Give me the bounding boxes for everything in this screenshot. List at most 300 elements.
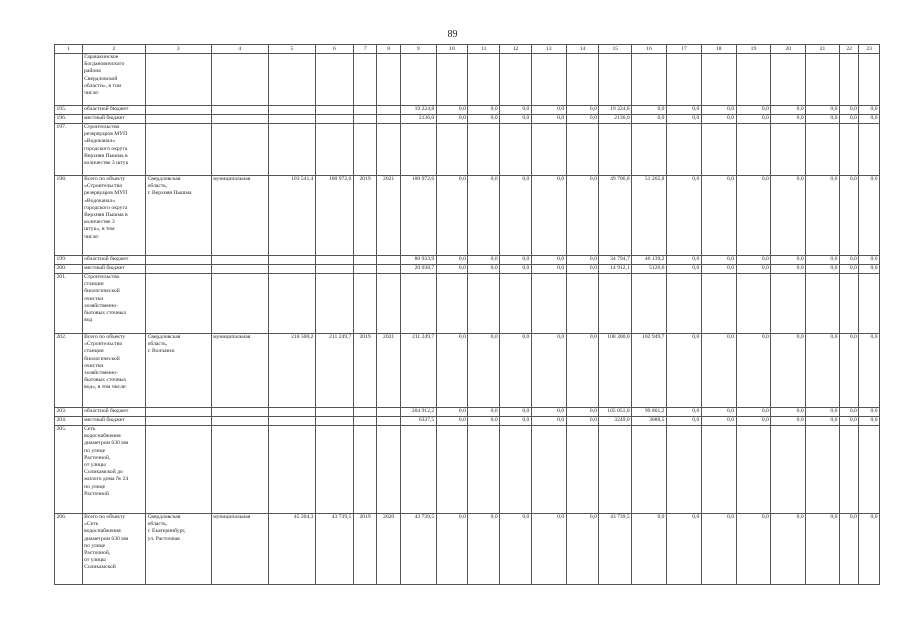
value-cell: 108 300,0 [599, 334, 632, 408]
value-cell [632, 54, 667, 106]
value-cell: 0,0 [468, 417, 500, 426]
table-row [55, 176, 880, 256]
row-number-cell: 205. [55, 426, 83, 514]
column-number: 5 [268, 45, 315, 54]
text-cell: Свердловская область, г. Верхняя Пышма [146, 176, 212, 256]
row-number-cell: 206. [55, 514, 83, 585]
value-cell: 0,0 [566, 334, 599, 408]
value-cell [566, 426, 599, 514]
value-cell: 0,0 [839, 408, 858, 417]
value-cell: 0,0 [859, 265, 880, 274]
value-cell [531, 54, 566, 106]
value-cell: 0,0 [806, 265, 840, 274]
value-cell: 0,0 [468, 334, 500, 408]
value-cell: 0,0 [666, 106, 701, 115]
value-cell: 0,0 [500, 106, 532, 115]
value-cell: 0,0 [468, 256, 500, 265]
value-cell [839, 124, 858, 176]
text-cell: муниципальная [211, 176, 268, 256]
value-cell [400, 124, 436, 176]
value-cell: 0,0 [566, 256, 599, 265]
value-cell [599, 274, 632, 334]
value-cell: 0,0 [436, 115, 468, 124]
value-cell: 0,0 [531, 106, 566, 115]
text-cell [211, 265, 268, 274]
value-cell: 45 204,3 [268, 514, 315, 585]
value-cell [268, 256, 315, 265]
text-cell [146, 417, 212, 426]
value-cell [468, 274, 500, 334]
value-cell [353, 256, 377, 265]
value-cell [353, 417, 377, 426]
value-cell [771, 274, 806, 334]
value-cell: 0,0 [531, 115, 566, 124]
value-cell: 0,0 [771, 408, 806, 417]
text-cell: Всего по объекту «Строительство резервуаров МУП «Водоканал» городского округа Верхняя Пышма в количестве 3 штук», в том числе: [82, 176, 145, 256]
value-cell: 0,0 [701, 334, 736, 408]
value-cell: 2019 [353, 514, 377, 585]
row-number-cell: 203. [55, 408, 83, 417]
value-cell [353, 115, 377, 124]
value-cell: 0,0 [500, 514, 532, 585]
value-cell: 0,0 [531, 514, 566, 585]
value-cell [377, 417, 401, 426]
value-cell: 99 861,2 [632, 408, 667, 417]
text-cell [146, 408, 212, 417]
value-cell: 0,0 [566, 176, 599, 256]
value-cell: 20 038,7 [400, 265, 436, 274]
value-cell [268, 417, 315, 426]
value-cell [666, 426, 701, 514]
value-cell: 0,0 [500, 334, 532, 408]
value-cell [736, 124, 771, 176]
value-cell [400, 54, 436, 106]
value-cell: 43 739,5 [599, 514, 632, 585]
value-cell: 5126,6 [632, 265, 667, 274]
text-cell [146, 256, 212, 265]
value-cell: 49 706,8 [599, 176, 632, 256]
value-cell [531, 124, 566, 176]
row-number-cell: 202. [55, 334, 83, 408]
column-number-row [55, 45, 880, 54]
value-cell: 0,0 [666, 334, 701, 408]
value-cell: 0,0 [736, 514, 771, 585]
text-cell [211, 256, 268, 265]
value-cell: 0,0 [468, 106, 500, 115]
value-cell [268, 426, 315, 514]
value-cell: 0,0 [436, 256, 468, 265]
value-cell [377, 115, 401, 124]
value-cell [500, 124, 532, 176]
value-cell [268, 115, 315, 124]
row-number-cell: 195. [55, 106, 83, 115]
text-cell [211, 115, 268, 124]
column-number: 8 [377, 45, 401, 54]
value-cell [268, 54, 315, 106]
value-cell [315, 106, 353, 115]
value-cell [632, 426, 667, 514]
row-number-cell: 204. [55, 417, 83, 426]
value-cell: 43 739,5 [400, 514, 436, 585]
value-cell: 0,0 [839, 417, 858, 426]
budget-table [54, 44, 880, 585]
table-row [55, 274, 880, 334]
value-cell: 100 972,6 [400, 176, 436, 256]
text-cell [146, 274, 212, 334]
value-cell: 0,0 [859, 514, 880, 585]
text-cell: Гарашкинское Богдановичского района Свердловской области», в том числе: [82, 54, 145, 106]
value-cell: 0,0 [632, 514, 667, 585]
value-cell [839, 426, 858, 514]
text-cell [211, 274, 268, 334]
text-cell [211, 124, 268, 176]
value-cell: 0,0 [500, 417, 532, 426]
value-cell: 0,0 [736, 334, 771, 408]
value-cell [377, 54, 401, 106]
column-number: 19 [736, 45, 771, 54]
value-cell: 0,0 [436, 417, 468, 426]
value-cell: 0,0 [531, 256, 566, 265]
value-cell: 0,0 [806, 417, 840, 426]
value-cell [566, 54, 599, 106]
text-cell [211, 426, 268, 514]
value-cell: 100 972,6 [315, 176, 353, 256]
column-number: 23 [859, 45, 880, 54]
value-cell: 0,0 [806, 256, 840, 265]
table-row [55, 417, 880, 426]
text-cell: областной бюджет [82, 256, 145, 265]
column-number: 12 [500, 45, 532, 54]
text-cell: местный бюджет [82, 265, 145, 274]
table-row [55, 514, 880, 585]
value-cell: 0,0 [771, 106, 806, 115]
page-number: 89 [447, 29, 458, 40]
text-cell [211, 417, 268, 426]
value-cell [315, 408, 353, 417]
value-cell: 0,0 [531, 265, 566, 274]
value-cell [666, 54, 701, 106]
value-cell: 2021 [377, 176, 401, 256]
value-cell: 0,0 [436, 408, 468, 417]
value-cell: 0,0 [468, 115, 500, 124]
text-cell: Сеть водоснабжения диаметром 630 мм по улице Расточной, от улицы Соликамской до жилого дома № 24 по улице Расточной [82, 426, 145, 514]
value-cell: 0,0 [500, 256, 532, 265]
value-cell: 2019 [353, 334, 377, 408]
value-cell: 2021 [377, 334, 401, 408]
value-cell [436, 124, 468, 176]
text-cell [146, 106, 212, 115]
value-cell: 0,0 [531, 408, 566, 417]
text-cell: Всего по объекту «Сеть водоснабжения диаметром 630 мм по улице Расточной, от улицы Соликамской [82, 514, 145, 585]
value-cell: 0,0 [666, 115, 701, 124]
column-number: 1 [55, 45, 83, 54]
value-cell [400, 274, 436, 334]
value-cell [268, 106, 315, 115]
value-cell: 0,0 [771, 256, 806, 265]
value-cell [531, 274, 566, 334]
value-cell [666, 124, 701, 176]
value-cell: 0,0 [701, 265, 736, 274]
value-cell: 0,0 [839, 265, 858, 274]
value-cell [771, 426, 806, 514]
text-cell [146, 426, 212, 514]
row-number-cell [55, 54, 83, 106]
value-cell [353, 124, 377, 176]
text-cell: муниципальная [211, 334, 268, 408]
value-cell: 0,0 [436, 106, 468, 115]
value-cell [468, 54, 500, 106]
value-cell [315, 426, 353, 514]
value-cell: 0,0 [771, 115, 806, 124]
value-cell: 0,0 [701, 256, 736, 265]
row-number-cell: 201. [55, 274, 83, 334]
row-number-cell: 197. [55, 124, 83, 176]
value-cell: 0,0 [771, 176, 806, 256]
table-row [55, 426, 880, 514]
value-cell: 0,0 [531, 417, 566, 426]
value-cell [566, 274, 599, 334]
value-cell: 0,0 [436, 265, 468, 274]
value-cell [806, 274, 840, 334]
column-number: 7 [353, 45, 377, 54]
value-cell: 0,0 [666, 408, 701, 417]
value-cell [315, 256, 353, 265]
value-cell: 0,0 [736, 408, 771, 417]
text-cell [211, 106, 268, 115]
value-cell: 0,0 [839, 256, 858, 265]
value-cell: 0,0 [859, 417, 880, 426]
value-cell [531, 426, 566, 514]
value-cell: 3249,0 [599, 417, 632, 426]
value-cell [859, 124, 880, 176]
column-number: 21 [806, 45, 840, 54]
value-cell: 3088,5 [632, 417, 667, 426]
value-cell [839, 274, 858, 334]
value-cell [400, 426, 436, 514]
value-cell: 0,0 [839, 334, 858, 408]
value-cell [736, 274, 771, 334]
value-cell [377, 274, 401, 334]
value-cell [701, 124, 736, 176]
table-row [55, 265, 880, 274]
column-number: 10 [436, 45, 468, 54]
value-cell: 0,0 [859, 106, 880, 115]
value-cell: 0,0 [436, 334, 468, 408]
value-cell: 0,0 [806, 334, 840, 408]
row-number-cell: 199. [55, 256, 83, 265]
value-cell [599, 426, 632, 514]
value-cell [599, 54, 632, 106]
value-cell: 211 249,7 [315, 334, 353, 408]
value-cell: 43 739,5 [315, 514, 353, 585]
value-cell: 0,0 [468, 514, 500, 585]
value-cell: 0,0 [500, 265, 532, 274]
value-cell [736, 426, 771, 514]
text-cell: Всего по объекту «Строительство станции биологической очистки хозяйственно- бытовых сточных вод», в том числе: [82, 334, 145, 408]
value-cell [436, 426, 468, 514]
value-cell [353, 265, 377, 274]
value-cell: 0,0 [566, 514, 599, 585]
value-cell: 0,0 [666, 176, 701, 256]
value-cell [806, 426, 840, 514]
value-cell: 0,0 [806, 106, 840, 115]
value-cell [353, 274, 377, 334]
column-number: 18 [701, 45, 736, 54]
value-cell [268, 265, 315, 274]
column-number: 14 [566, 45, 599, 54]
column-number: 4 [211, 45, 268, 54]
text-cell [146, 115, 212, 124]
value-cell [353, 426, 377, 514]
value-cell [315, 274, 353, 334]
value-cell: 0,0 [771, 514, 806, 585]
value-cell: 0,0 [666, 256, 701, 265]
value-cell: 2019 [353, 176, 377, 256]
text-cell: муниципальная [211, 514, 268, 585]
value-cell: 0,0 [771, 334, 806, 408]
value-cell [353, 54, 377, 106]
value-cell: 34 794,7 [599, 256, 632, 265]
value-cell [701, 54, 736, 106]
value-cell [771, 54, 806, 106]
row-number-cell: 196. [55, 115, 83, 124]
value-cell [268, 408, 315, 417]
table-row [55, 334, 880, 408]
value-cell: 6337,5 [400, 417, 436, 426]
value-cell: 0,0 [436, 176, 468, 256]
value-cell [701, 426, 736, 514]
column-number: 6 [315, 45, 353, 54]
value-cell: 0,0 [859, 115, 880, 124]
value-cell: 80 933,9 [400, 256, 436, 265]
value-cell: 0,0 [566, 408, 599, 417]
value-cell: 14 912,1 [599, 265, 632, 274]
value-cell: 0,0 [839, 115, 858, 124]
value-cell [666, 274, 701, 334]
value-cell [377, 408, 401, 417]
column-number: 17 [666, 45, 701, 54]
value-cell: 0,0 [500, 408, 532, 417]
value-cell [315, 265, 353, 274]
value-cell [468, 426, 500, 514]
value-cell [268, 124, 315, 176]
value-cell [377, 426, 401, 514]
column-number: 15 [599, 45, 632, 54]
value-cell [632, 274, 667, 334]
value-cell [500, 54, 532, 106]
table-row [55, 124, 880, 176]
value-cell: 51 265,8 [632, 176, 667, 256]
value-cell: 0,0 [566, 417, 599, 426]
row-number-cell: 198. [55, 176, 83, 256]
value-cell: 2020 [377, 514, 401, 585]
value-cell: 0,0 [666, 265, 701, 274]
value-cell [632, 124, 667, 176]
value-cell: 0,0 [701, 417, 736, 426]
value-cell: 0,0 [859, 408, 880, 417]
value-cell: 0,0 [701, 115, 736, 124]
column-number: 13 [531, 45, 566, 54]
value-cell [859, 54, 880, 106]
value-cell [315, 124, 353, 176]
value-cell: 2136,0 [400, 115, 436, 124]
value-cell: 0,0 [666, 514, 701, 585]
text-cell: Строительство резервуаров МУП «Водоканал» городского округа Верхняя Пышма в количестве 3 штук [82, 124, 145, 176]
value-cell: 0,0 [771, 417, 806, 426]
value-cell [566, 124, 599, 176]
value-cell: 0,0 [500, 176, 532, 256]
column-number: 3 [146, 45, 212, 54]
value-cell [859, 274, 880, 334]
table-row [55, 106, 880, 115]
value-cell [377, 124, 401, 176]
table-row [55, 408, 880, 417]
value-cell [859, 426, 880, 514]
value-cell: 19 224,8 [400, 106, 436, 115]
value-cell: 2136,0 [599, 115, 632, 124]
value-cell: 0,0 [736, 106, 771, 115]
value-cell [771, 124, 806, 176]
value-cell: 0,0 [736, 256, 771, 265]
text-cell: областной бюджет [82, 408, 145, 417]
value-cell [315, 115, 353, 124]
text-cell [146, 54, 212, 106]
value-cell: 0,0 [839, 176, 858, 256]
value-cell [353, 408, 377, 417]
value-cell [436, 274, 468, 334]
value-cell [377, 256, 401, 265]
value-cell: 0,0 [531, 176, 566, 256]
text-cell [146, 124, 212, 176]
column-number: 2 [82, 45, 145, 54]
value-cell [701, 274, 736, 334]
value-cell: 0,0 [736, 176, 771, 256]
value-cell [736, 54, 771, 106]
value-cell: 0,0 [839, 514, 858, 585]
value-cell [468, 124, 500, 176]
value-cell [377, 265, 401, 274]
value-cell [500, 426, 532, 514]
value-cell: 0,0 [701, 408, 736, 417]
value-cell: 0,0 [859, 256, 880, 265]
text-cell [146, 265, 212, 274]
text-cell: местный бюджет [82, 417, 145, 426]
value-cell [436, 54, 468, 106]
text-cell: областной бюджет [82, 106, 145, 115]
value-cell: 0,0 [701, 106, 736, 115]
value-cell: 102 949,7 [632, 334, 667, 408]
value-cell: 0,0 [436, 514, 468, 585]
value-cell: 105 051,0 [599, 408, 632, 417]
value-cell: 0,0 [632, 115, 667, 124]
value-cell [268, 274, 315, 334]
value-cell: 0,0 [839, 106, 858, 115]
value-cell: 0,0 [859, 334, 880, 408]
value-cell: 0,0 [468, 408, 500, 417]
value-cell: 0,0 [806, 408, 840, 417]
value-cell: 0,0 [666, 417, 701, 426]
value-cell: 0,0 [531, 334, 566, 408]
table-row [55, 256, 880, 265]
value-cell [839, 54, 858, 106]
text-cell: Свердловская область, г. Екатеринбург, ул. Расточная [146, 514, 212, 585]
text-cell: местный бюджет [82, 115, 145, 124]
value-cell: 0,0 [806, 176, 840, 256]
column-number: 22 [839, 45, 858, 54]
value-cell: 0,0 [736, 115, 771, 124]
value-cell: 204 912,2 [400, 408, 436, 417]
text-cell [211, 54, 268, 106]
